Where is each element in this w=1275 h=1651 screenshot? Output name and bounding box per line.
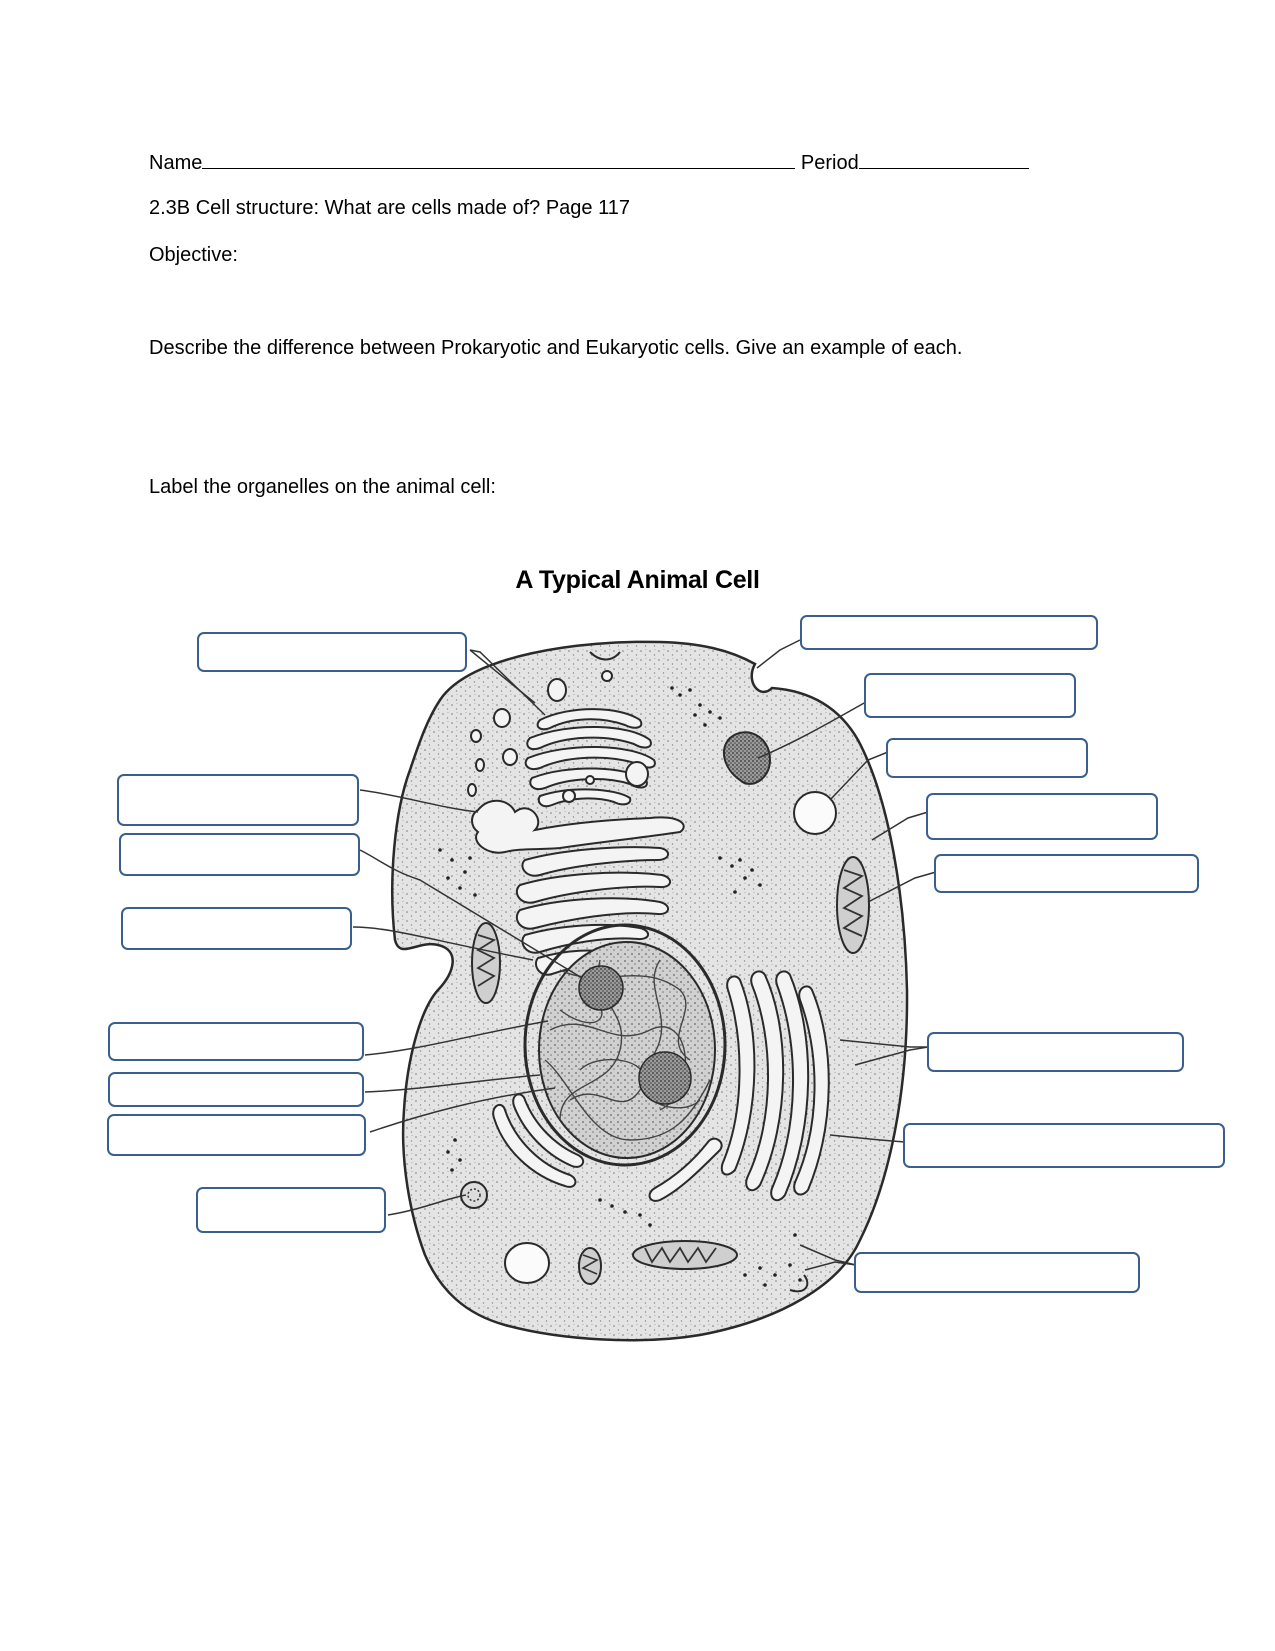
label-box-centrioles[interactable] [196,1187,386,1233]
question-text: Describe the difference between Prokaryotic and Eukaryotic cells. Give an example of each. [149,337,963,359]
worksheet-title: 2.3B Cell structure: What are cells made of? Page 117 [149,197,630,219]
mitochondrion-bottom [633,1241,737,1269]
label-box-nucleolus[interactable] [119,833,360,876]
label-box-smooth-er[interactable] [117,774,359,826]
label-box-cytoskeleton[interactable] [903,1123,1225,1168]
label-box-mitochondrion[interactable] [934,854,1199,893]
label-box-ribosomes[interactable] [854,1252,1140,1293]
label-box-golgi[interactable] [197,632,467,672]
diagram-title: A Typical Animal Cell [515,566,760,594]
label-box-rough-er[interactable] [121,907,352,950]
mitochondrion-small [579,1248,601,1284]
label-box-er-right[interactable] [927,1032,1184,1072]
label-box-cytoplasm[interactable] [926,793,1158,840]
label-box-cell-membrane[interactable] [800,615,1098,650]
vacuole-lower [505,1243,549,1283]
label-box-chromatin[interactable] [108,1072,364,1107]
mitochondrion-left [472,923,500,1003]
nucleolus-upper [579,966,623,1010]
nucleolus-lower [639,1052,691,1104]
objective-label: Objective: [149,244,238,266]
vacuole-upper [794,792,836,834]
label-box-lysosome[interactable] [864,673,1076,718]
period-label: Period [800,152,859,174]
label-box-vacuole[interactable] [886,738,1088,778]
name-label: Name [149,152,203,174]
mitochondrion-right [837,857,869,953]
instruction-text: Label the organelles on the animal cell: [149,476,496,498]
label-box-nucleus[interactable] [108,1022,364,1061]
label-box-nuclear-membrane[interactable] [107,1114,366,1156]
